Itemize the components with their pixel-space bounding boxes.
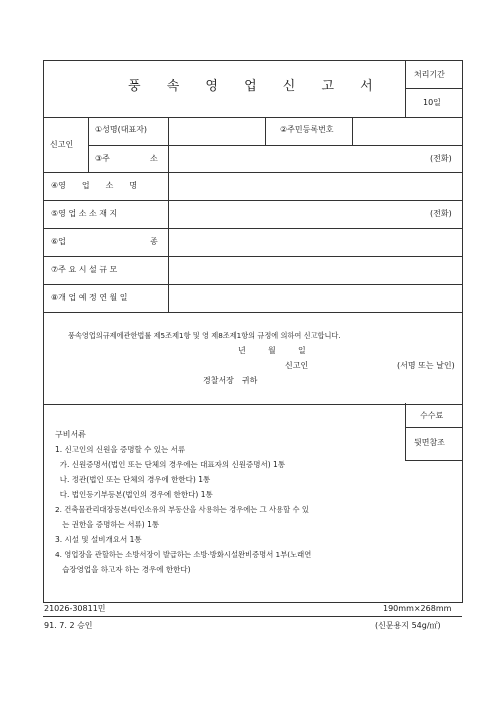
reporter-phone-label: (전화) bbox=[430, 154, 452, 163]
address-label-start: ③주 bbox=[95, 154, 110, 163]
document-item: 나. 정관(법인 또는 단체의 경우에 한한다) 1통 bbox=[55, 475, 211, 484]
addressee: 경찰서장 귀하 bbox=[203, 376, 258, 385]
date-month-label: 월 bbox=[268, 346, 276, 355]
row-divider bbox=[43, 256, 462, 257]
business-type-label-start: ⑥업 bbox=[51, 237, 66, 246]
fee-value: 뒷면참조 bbox=[414, 438, 445, 447]
signature-note: (서명 또는 날인) bbox=[397, 361, 455, 370]
form-number: 21026-30811민 bbox=[44, 604, 106, 613]
date-day-label: 일 bbox=[298, 346, 306, 355]
paper-size: 190mm×268mm bbox=[383, 604, 452, 613]
processing-period-value: 10일 bbox=[423, 98, 441, 107]
document-item: 습장영업을 하고자 하는 경우에 한한다) bbox=[55, 565, 191, 574]
footer-rule bbox=[43, 616, 462, 617]
opening-date-label: ⑧개 업 예 정 연 월 일 bbox=[51, 293, 128, 302]
document-item: 는 권한을 증명하는 서류) 1통 bbox=[55, 520, 160, 529]
document-item: 4. 영업장을 관할하는 소방서장이 발급하는 소방·방화시설완비증명서 1부(노래연 bbox=[55, 550, 312, 559]
resident-number-label: ②주민등록번호 bbox=[280, 125, 334, 134]
business-type-label-end: 종 bbox=[150, 237, 158, 246]
processing-period-label: 처리기간 bbox=[414, 70, 445, 79]
business-name-label: ④영 업 소 명 bbox=[51, 181, 138, 190]
col-divider bbox=[168, 117, 169, 312]
form-frame bbox=[43, 60, 463, 405]
reporter-label: 신고인 bbox=[50, 140, 74, 149]
business-phone-label: (전화) bbox=[430, 209, 452, 218]
document-item: 가. 신원증명서(법인 또는 단체의 경우에는 대표자의 신원증명서) 1통 bbox=[55, 460, 286, 469]
row-divider bbox=[405, 427, 462, 428]
paper-spec: (신문용지 54g/㎡) bbox=[375, 621, 441, 630]
col-divider bbox=[405, 60, 406, 117]
document-item: 다. 법인등기부등본(법인의 경우에 한한다) 1통 bbox=[55, 490, 213, 499]
col-divider bbox=[352, 117, 353, 145]
documents-heading: 구비서류 bbox=[55, 430, 86, 439]
row-divider bbox=[88, 145, 462, 146]
facility-scale-label: ⑦주 요 시 설 규 모 bbox=[51, 265, 118, 274]
col-divider bbox=[88, 117, 89, 172]
row-divider bbox=[405, 88, 462, 89]
row-divider bbox=[43, 117, 462, 118]
document-item: 1. 신고인의 신원을 증명할 수 있는 서류 bbox=[55, 445, 186, 454]
row-divider bbox=[43, 312, 462, 313]
date-year-label: 년 bbox=[238, 346, 246, 355]
document-item: 2. 건축물관리대장등본(타인소유의 부동산을 사용하는 경우에는 그 사용할 수 있 bbox=[55, 505, 309, 514]
col-divider bbox=[265, 117, 266, 145]
name-label: ①성명(대표자) bbox=[95, 125, 148, 134]
document-item: 3. 시설 및 설비개요서 1통 bbox=[55, 535, 142, 544]
row-divider bbox=[43, 172, 462, 173]
col-divider bbox=[405, 403, 406, 460]
row-divider bbox=[43, 228, 462, 229]
address-label-end: 소 bbox=[150, 154, 158, 163]
row-divider bbox=[43, 200, 462, 201]
approval-date: 91. 7. 2 승인 bbox=[44, 621, 93, 630]
signature-reporter-label: 신고인 bbox=[285, 361, 309, 370]
row-divider bbox=[43, 284, 462, 285]
row-divider bbox=[405, 460, 462, 461]
statement-text: 풍속영업의규제에관한법률 제5조제1항 및 영 제8조제1항의 규정에 의하여 신고합니다. bbox=[68, 331, 341, 340]
form-title: 풍 속 영 업 신 고 서 bbox=[128, 79, 384, 94]
fee-label: 수수료 bbox=[420, 411, 444, 420]
business-location-label: ⑤영 업 소 소 재 지 bbox=[51, 209, 118, 218]
